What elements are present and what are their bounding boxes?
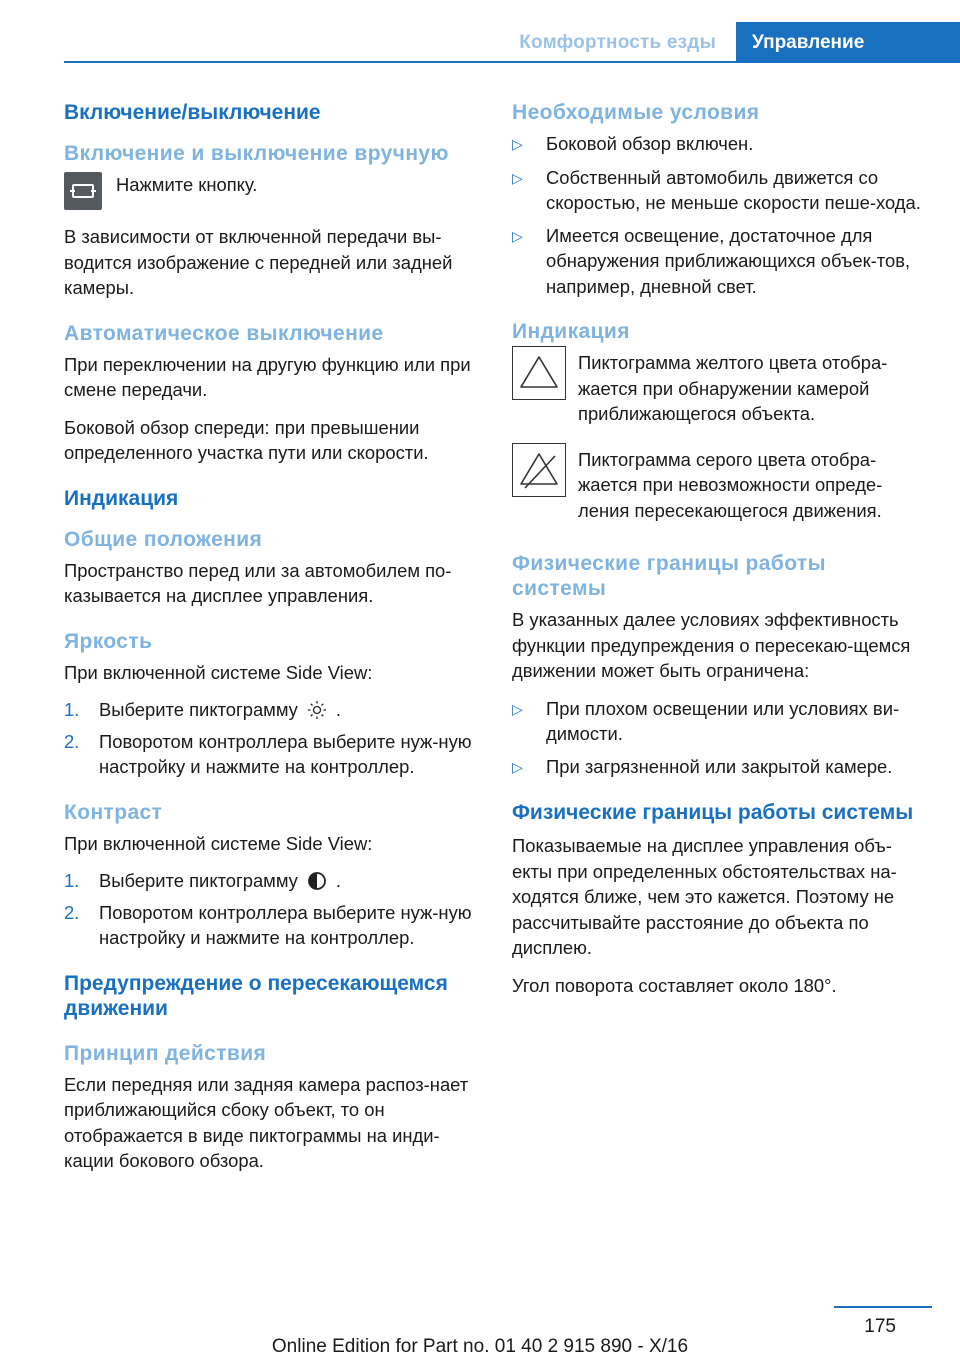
press-button-text: Нажмите кнопку. [116, 174, 258, 195]
yellow-pictogram-row [512, 350, 922, 427]
limits-2-text-1: Показываемые на дисплее управления объ-екты при определенных обстоятельствах на-ходятся ближе, чем это кажется. Поэтому не рассчитывайте расстояние до объекта по дисплею. [512, 835, 897, 958]
list-item: ▷ Имеется освещение, достаточное для обнаружения приближающихся объек-тов, например, дневной свет. [512, 223, 922, 300]
contrast-intro: При включенной системе Side View: [64, 832, 373, 854]
heading-principle: Принцип действия [64, 1041, 267, 1065]
heading-display: Индикация [64, 486, 179, 510]
list-item: 2. Поворотом контроллера выберите нуж-ную настройку и нажмите на контроллер. [64, 730, 472, 777]
grey-pictogram-text: Пиктограмма серого цвета отобра-жается при невозможности опреде-ления пересекающегося движения. [578, 448, 883, 521]
heading-general: Общие положения [64, 527, 263, 551]
sun-icon [304, 700, 330, 720]
camera-text: В зависимости от включенной передачи вы-водится изображение с передней или задней камеры. [64, 226, 453, 298]
left-column [64, 100, 479, 1186]
page-number-rule [834, 1306, 932, 1308]
button-instruction [64, 172, 479, 210]
yellow-pictogram-text: Пиктограмма желтого цвета отобра-жается при обнаружении камерой приближающегося объекта. [578, 352, 888, 424]
heading-auto-off: Автоматическое выключение [64, 321, 384, 345]
triangle-bullet-icon: ▷ [512, 700, 523, 717]
warning-triangle-crossed-icon [512, 443, 566, 497]
page-header [0, 22, 960, 62]
triangle-bullet-icon: ▷ [512, 136, 523, 152]
brightness-intro: При включенной системе Side View: [64, 661, 373, 683]
heading-limits-1: Физические границы работы системы [512, 552, 826, 600]
contrast-steps [64, 868, 479, 951]
limits-list [512, 696, 922, 781]
heading-cross-traffic: Предупреждение о пересекающемся движении [64, 971, 448, 1020]
header-chapter-tab: Управление [736, 22, 960, 62]
auto-off-text-1: При переключении на другую функцию или при смене передачи. [64, 353, 471, 400]
principle-text: Если передняя или задняя камера распоз-нает приближающийся сбоку объект, то он отображается в виде пиктограммы на инди-кации бокового обзора. [64, 1073, 469, 1171]
heading-brightness: Яркость [64, 629, 153, 653]
heading-contrast: Контраст [64, 800, 163, 824]
limits-2-text-2: Угол поворота составляет около 180°. [512, 974, 837, 996]
brightness-steps [64, 697, 479, 780]
conditions-list [512, 131, 922, 299]
header-section-title: Комфортность езды [519, 32, 716, 53]
triangle-bullet-icon: ▷ [512, 227, 523, 244]
contrast-icon [304, 871, 330, 891]
list-item: ▷ При загрязненной или закрытой камере. [512, 754, 922, 781]
triangle-bullet-icon: ▷ [512, 169, 523, 186]
heading-display-right: Индикация [512, 320, 630, 343]
right-column [512, 100, 922, 1010]
heading-conditions: Необходимые условия [512, 101, 760, 124]
grey-pictogram-row [512, 447, 922, 524]
list-item: ▷ При плохом освещении или условиях ви-димости. [512, 696, 922, 747]
limits-1-text: В указанных далее условиях эффективность функции предупреждения о пересекаю-щемся движении может быть ограничена: [512, 609, 911, 681]
list-item: ▷ Собственный автомобиль движется со скоростью, не меньше скорости пеше-хода. [512, 165, 922, 216]
list-item: ▷ Боковой обзор включен. [512, 131, 922, 158]
page-number: 175 [864, 1316, 896, 1337]
list-item: 1. Выберите пиктограмму . [64, 870, 342, 891]
warning-triangle-icon [512, 346, 566, 400]
side-view-button-icon [64, 172, 102, 210]
heading-limits-2: Физические границы работы системы [512, 801, 914, 824]
auto-off-text-2: Боковой обзор спереди: при превышении определенного участка пути или скорости. [64, 416, 429, 463]
heading-on-off: Включение/выключение [64, 101, 321, 124]
list-item: 2. Поворотом контроллера выберите нуж-ную настройку и нажмите на контроллер. [64, 901, 472, 948]
header-rule [64, 61, 960, 63]
triangle-bullet-icon: ▷ [512, 758, 523, 775]
heading-manual: Включение и выключение вручную [64, 142, 449, 165]
list-item: 1. Выберите пиктограмму . [64, 699, 342, 720]
general-text: Пространство перед или за автомобилем по-казывается на дисплее управления. [64, 559, 452, 606]
edition-footer: Online Edition for Part no. 01 40 2 915 890 - X/16 [271, 1336, 689, 1357]
